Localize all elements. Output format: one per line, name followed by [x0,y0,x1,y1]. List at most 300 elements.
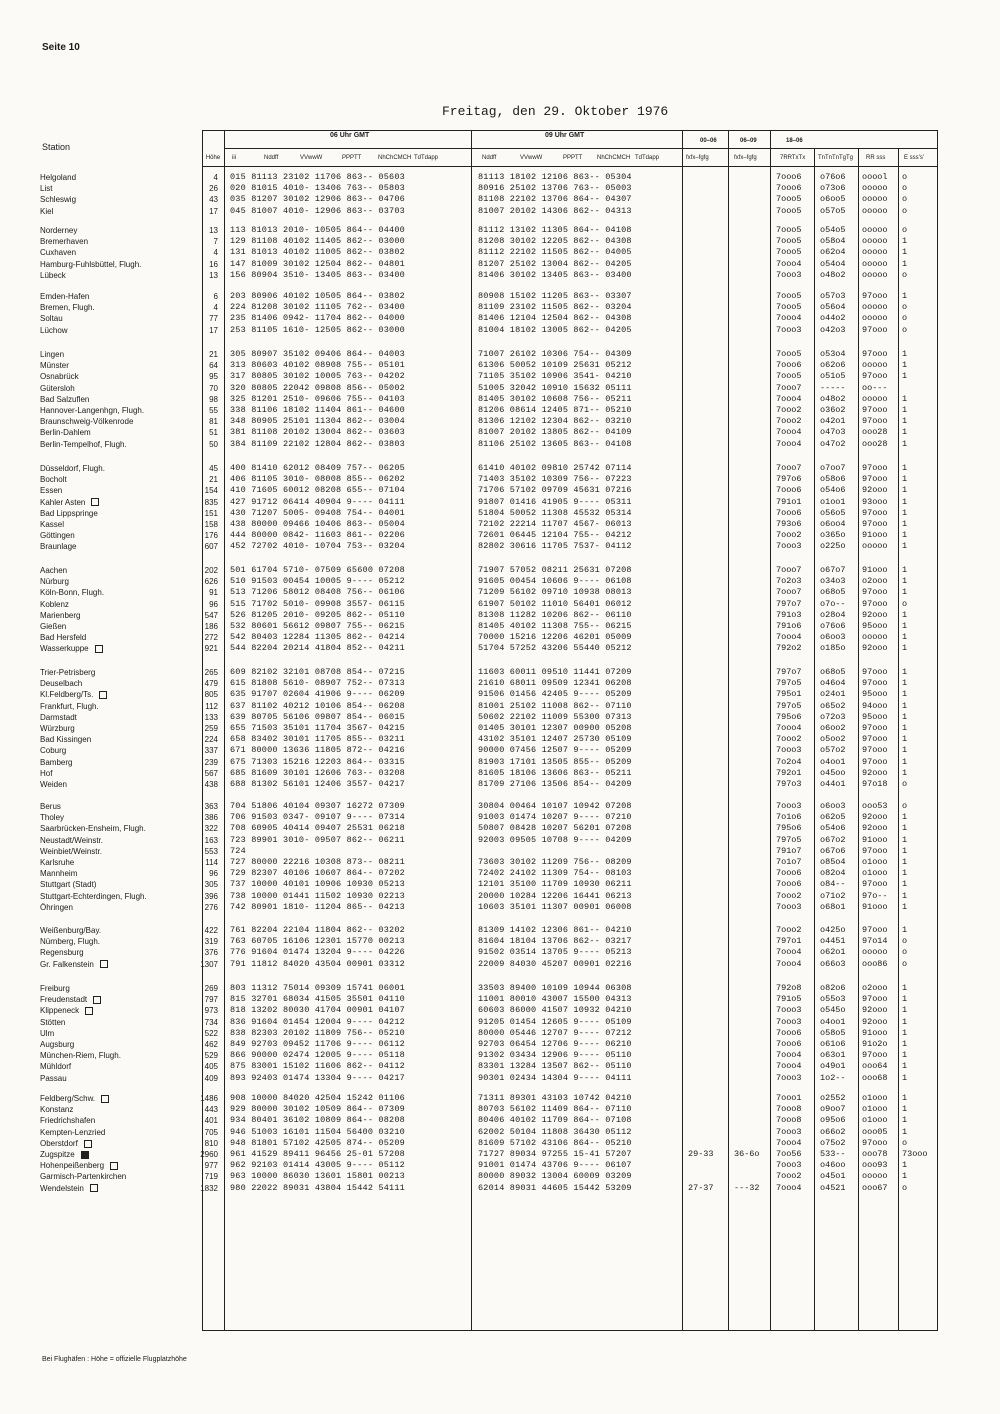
obs-cell-m06: 510 91503 00454 10005 9---- 05212 [230,576,405,587]
station-height: 81 [209,417,218,427]
table-row [0,667,1000,678]
obs-cell-m06: 655 71503 35101 11704 3567- 04215 [230,723,405,733]
obs-cell-c1806: 7ooo3 [776,324,802,335]
obs-cell-ctm: o72o3 [820,711,846,722]
station-marker-icon [81,1151,89,1159]
obs-cell-m09: 43102 35101 12407 25730 05109 [478,734,632,745]
obs-cell-m06: 406 81105 3010- 08008 855-- 06202 [230,474,405,485]
obs-cell-m09: 21610 68011 09509 12341 06208 [478,678,632,689]
table-row [0,779,1000,790]
obs-cell-ctm: o6oo3 [820,632,846,643]
obs-cell-ce: 1 [902,745,908,756]
station-name: Emden-Hafen [40,292,90,301]
obs-cell-ce: 1 [902,360,908,371]
station-name: Passau [40,1073,67,1083]
obs-cell-ctm: o61o6 [820,1039,846,1049]
obs-cell-ce: o [902,947,908,958]
obs-cell-m09: 11603 60011 09510 11441 07209 [478,667,632,677]
subheader-rule [224,148,938,149]
obs-cell-ctm: o67o6 [820,845,846,856]
obs-cell-ctm: o75o2 [820,1137,846,1148]
obs-cell-crr: ooooo [862,183,888,194]
obs-cell-ctm: o9oo7 [820,1104,846,1115]
obs-cell-ctm: o45oo [820,767,846,778]
obs-cell-crr: ooooo [862,258,888,269]
obs-cell-crr: 97ooo [862,1050,888,1061]
obs-cell-m06: 639 80705 56106 09807 854-- 06015 [230,711,405,722]
obs-cell-crr: o1ooo [862,868,888,879]
obs-cell-c1806: 797o6 [776,474,802,485]
obs-cell-c1806: 7ooo5 [776,194,802,205]
obs-cell-c1806: 7ooo4 [776,1137,802,1148]
obs-cell-m09: 81206 08614 12405 871-- 05210 [478,405,632,415]
station-marker-icon [95,645,103,653]
obs-cell-m09: 80908 15102 11205 863-- 03307 [478,291,632,301]
table-row [0,247,1000,258]
obs-cell-ctm: o67o2 [820,834,846,845]
station-name: Braunschweig-Völkenrode [40,417,134,427]
station-height: 977 [204,1161,218,1171]
obs-cell-ce: 1 [902,405,908,415]
obs-cell-crr: oo--- [862,382,888,393]
obs-cell-crr: ooooo [862,541,888,552]
obs-cell-m06: 113 81013 2010- 10505 864-- 04400 [230,225,405,235]
obs-cell-crr: ooooo [862,194,888,205]
obs-cell-m06: 526 81205 2010- 09205 862-- 05110 [230,609,405,620]
station-height: 567 [204,768,218,778]
obs-cell-ctm: o46o4 [820,678,846,689]
obs-cell-c1806: 7ooo5 [776,247,802,258]
obs-cell-crr: ooo86 [862,958,888,969]
obs-cell-c1806: 797o7 [776,667,802,677]
obs-cell-m09: 91205 01454 12605 9---- 05109 [478,1016,632,1027]
station-height: 6 [213,292,218,301]
hoehe-header: Höhe [205,155,221,161]
obs-cell-m06: 738 10000 01441 11502 10930 02213 [230,890,405,901]
table-row [0,485,1000,496]
obs-cell-crr: 92ooo [862,485,888,496]
obs-cell-ce: 1 [902,587,908,598]
table-row [0,994,1000,1005]
obs-cell-m09: 81609 57102 43106 864-- 05210 [478,1137,632,1148]
obs-cell-ex1: 29-33 [688,1149,714,1159]
obs-cell-ex2: ---32 [734,1182,760,1193]
obs-cell-crr: 91ooo [862,530,888,541]
station-marker-icon [101,1095,109,1103]
header-09-pppt: PPPTT [563,155,583,161]
obs-cell-crr: 97ooo [862,349,888,359]
obs-cell-m09: 91003 01474 10207 9---- 07210 [478,812,632,823]
obs-cell-c1806: 7ooo5 [776,349,802,359]
obs-cell-ctm: o68o5 [820,587,846,598]
obs-cell-ctm: o55o3 [820,994,846,1005]
obs-cell-m06: 946 51003 16101 11504 56400 03210 [230,1126,405,1137]
obs-cell-ctm: o42o3 [820,324,846,335]
station-height: 547 [204,610,218,620]
obs-cell-m06: 320 80805 22042 09808 856-- 05002 [230,382,405,393]
station-height: 553 [204,846,218,856]
obs-cell-c1806: 7ooo2 [776,1171,802,1182]
obs-cell-m09: 92003 09505 10708 9---- 04209 [478,834,632,845]
obs-cell-ctm: o365o [820,530,846,541]
obs-cell-crr: 95ooo [862,711,888,722]
obs-cell-c1806: 7o1o7 [776,857,802,867]
table-row [0,712,1000,723]
obs-cell-ctm: o425o [820,925,846,935]
table-row [0,879,1000,890]
station-name: Lüchow [40,325,68,335]
obs-cell-m09: 81004 18102 13005 862-- 04205 [478,324,632,335]
obs-cell-crr: 92ooo [862,1005,888,1016]
table-row [0,383,1000,394]
station-height: 422 [204,926,218,935]
obs-cell-crr: 97ooo [862,507,888,518]
obs-cell-m09: 72601 06445 12104 755-- 04212 [478,530,632,541]
sub-0609-header: fxfx–fgfg [734,155,757,161]
table-row [0,1171,1000,1182]
obs-cell-crr: o1ooo [862,1115,888,1126]
obs-cell-m06: 685 81609 30101 12606 763-- 03208 [230,767,405,778]
obs-cell-m09: 20000 10284 12206 16441 06213 [478,890,632,901]
table-row [0,530,1000,541]
obs-cell-m06: 742 80901 1810- 11204 865-- 04213 [230,901,405,912]
station-name: Wasserkuppe [40,643,200,654]
header-06-nhchcm: NhChCMCH [378,155,412,161]
station-name: Hamburg-Fuhlsbüttel, Flugh. [40,259,142,269]
obs-cell-m06: 948 81801 57102 42505 874-- 05209 [230,1137,405,1148]
station-height: 265 [204,668,218,677]
table-row [0,936,1000,947]
table-row [0,394,1000,405]
obs-cell-c1806: 797o7 [776,598,802,609]
obs-cell-ctm: o6oo4 [820,519,846,529]
obs-cell-crr: 97ooo [862,324,888,335]
obs-cell-ce: o [902,324,908,335]
station-height: 4 [213,173,218,182]
obs-cell-ce: 1 [902,812,908,823]
obs-cell-c1806: 7ooo4 [776,1182,802,1193]
obs-cell-m09: 91605 00454 10606 9---- 06108 [478,576,632,587]
obs-cell-c1806: 7o2o3 [776,576,802,587]
obs-cell-m09: 90301 02434 14304 9---- 04111 [478,1072,632,1083]
obs-cell-crr: 97ooo [862,994,888,1005]
obs-cell-ex2: 36-6o [734,1149,760,1159]
station-name: Cuxhaven [40,248,77,258]
obs-cell-ce: 1 [902,845,908,856]
obs-cell-c1806: 7ooo5 [776,291,802,301]
obs-cell-m06: 637 81102 40212 10106 854-- 06208 [230,700,405,711]
obs-cell-m09: 51804 50052 11308 45532 05314 [478,507,632,518]
table-row [0,1028,1000,1039]
station-height: 17 [209,325,218,335]
table-row [0,1017,1000,1028]
obs-cell-crr: ooo93 [862,1160,888,1171]
obs-cell-crr: o1ooo [862,857,888,867]
obs-cell-m09: 22009 84030 45207 00901 02216 [478,958,632,969]
obs-cell-c1806: 797o5 [776,678,802,689]
obs-cell-c1806: 7ooo8 [776,1115,802,1126]
station-name: Stötten [40,1017,66,1027]
obs-cell-m09: 81007 20102 14306 862-- 04313 [478,205,632,216]
obs-cell-m09: 51704 57252 43206 55440 05212 [478,643,632,654]
station-height: 7 [213,237,218,247]
obs-cell-c1806: 7ooo3 [776,269,802,280]
obs-cell-crr: 94ooo [862,700,888,711]
obs-cell-c1806: 7ooo1 [776,1093,802,1103]
station-name: Schleswig [40,195,77,205]
obs-cell-crr: 91ooo [862,834,888,845]
obs-cell-m09: 71311 89301 43103 10742 04210 [478,1093,632,1103]
obs-cell-ce: 1 [902,700,908,711]
station-name: Lübeck [40,270,66,280]
obs-cell-m06: 893 92403 01474 13304 9---- 04217 [230,1072,405,1083]
obs-cell-ce: 1 [902,621,908,631]
station-name: Darmstadt [40,712,77,722]
obs-cell-m06: 513 71206 58012 08408 756-- 06106 [230,587,405,598]
obs-cell-ce: 1 [902,1126,908,1137]
obs-cell-c1806: 7ooo3 [776,1160,802,1171]
table-row [0,868,1000,879]
obs-cell-crr: ooo68 [862,1072,888,1083]
obs-cell-m06: 875 83001 15102 11606 862-- 04112 [230,1061,405,1072]
obs-cell-m09: 81405 30102 10608 756-- 05211 [478,393,632,404]
obs-cell-m09: 81001 25102 11008 862-- 07110 [478,700,632,711]
station-name: Karlsruhe [40,858,75,867]
obs-cell-m09: 80000 05446 12707 9---- 07212 [478,1027,632,1038]
obs-cell-crr: ooo28 [862,427,888,438]
station-height: 77 [209,314,218,324]
table-row [0,902,1000,913]
obs-cell-m06: 544 82204 20214 41804 852-- 04211 [230,643,405,654]
table-row [0,1005,1000,1016]
obs-cell-ce: 1 [902,416,908,427]
obs-cell-c1806: 7ooo2 [776,890,802,901]
table-row [0,983,1000,994]
obs-cell-ctm: o57o3 [820,291,846,301]
station-name: Aachen [40,566,68,575]
obs-cell-c1806: 7ooo3 [776,901,802,912]
obs-cell-ctm: o4521 [820,1182,846,1193]
station-height: 21 [209,475,218,485]
obs-cell-ce: 1 [902,689,908,700]
obs-cell-ctm: o57o2 [820,745,846,756]
obs-cell-ce: 1 [902,1050,908,1061]
station-name: List [40,184,53,194]
obs-cell-ctm: o62o1 [820,947,846,958]
obs-cell-ce: 1 [902,474,908,485]
obs-cell-ce: 1 [902,541,908,552]
obs-cell-crr: ooo78 [862,1149,888,1159]
sub-0006-header: fxfx–fgfg [686,155,709,161]
station-name: Stuttgart (Stadt) [40,880,97,890]
station-height: 96 [209,869,218,879]
iii-header: iii [232,155,236,161]
station-name: Weißenburg/Bay. [40,926,102,935]
obs-cell-c1806: 792o8 [776,983,802,993]
station-height: 835 [204,497,218,507]
table-row [0,723,1000,734]
station-height: 13 [209,270,218,280]
obs-cell-ce: o [902,779,908,789]
station-height: 26 [209,184,218,194]
obs-cell-m06: 615 81808 5610- 08907 752-- 07313 [230,678,405,689]
table-row [0,270,1000,281]
station-name: Zugspitze [40,1149,200,1160]
obs-cell-m06: 763 60705 16106 12301 15770 00213 [230,936,405,947]
obs-cell-ctm: o6oo5 [820,194,846,205]
obs-cell-ce: o [902,598,908,609]
footnote: Bei Flughäfen : Höhe = offizielle Flugplatzhöhe [42,1356,187,1363]
station-height: 133 [204,712,218,722]
obs-cell-ctm: o545o [820,1005,846,1016]
obs-cell-c1806: 793o6 [776,519,802,529]
obs-cell-ce: 1 [902,576,908,587]
obs-cell-c1806: 7ooo3 [776,1126,802,1137]
obs-cell-m06: 688 81302 56101 12406 3557- 04217 [230,779,405,789]
obs-cell-m06: 348 80905 25101 11304 862-- 03004 [230,416,405,427]
obs-cell-ce: 1 [902,393,908,404]
station-height: 363 [204,802,218,811]
station-height: 269 [204,984,218,993]
table-row [0,474,1000,485]
obs-cell-m09: 81308 11282 10206 862-- 06110 [478,609,632,620]
table-row [0,745,1000,756]
obs-cell-ctm: o4oo1 [820,756,846,767]
obs-cell-m09: 83301 13284 13507 862-- 05110 [478,1061,632,1072]
obs-cell-m09: 60603 86000 41507 10932 04210 [478,1005,632,1016]
obs-cell-m09: 81208 30102 12205 862-- 04308 [478,236,632,247]
header-rule [202,166,938,167]
obs-cell-c1806: 7ooo6 [776,485,802,496]
obs-cell-ce: 1 [902,463,908,473]
obs-cell-ce: o [902,194,908,205]
station-height: 705 [204,1127,218,1137]
obs-cell-ctm: o85o4 [820,857,846,867]
station-name: Göttingen [40,531,75,541]
station-height: 239 [204,757,218,767]
obs-cell-c1806: 7ooo7 [776,565,802,575]
obs-cell-ctm: o44o1 [820,779,846,789]
table-row [0,1050,1000,1061]
station-name: Köln-Bonn, Flugh. [40,588,105,598]
obs-cell-m09: 91302 03434 12906 9---- 05110 [478,1050,632,1061]
station-height: 95 [209,372,218,382]
table-row [0,1039,1000,1050]
obs-cell-m06: 235 81406 0942- 11704 862-- 04000 [230,313,405,324]
obs-cell-c1806: 7ooo4 [776,427,802,438]
obs-cell-ce: 1 [902,1115,908,1126]
obs-cell-m09: 71706 57102 09709 45631 07216 [478,485,632,496]
obs-cell-m09: 33503 89400 10109 10944 06308 [478,983,632,993]
table-row [0,835,1000,846]
obs-cell-m06: 313 80603 40102 08908 755-- 05101 [230,360,405,371]
table-row [0,519,1000,530]
obs-cell-ctm: o56o5 [820,507,846,518]
table-row [0,1093,1000,1104]
table-row [0,236,1000,247]
table-row [0,610,1000,621]
station-height: 438 [204,780,218,789]
obs-cell-ce: 1 [902,643,908,654]
station-height: 405 [204,1062,218,1072]
station-height: 319 [204,937,218,947]
obs-cell-ce: 1 [902,349,908,359]
obs-cell-ctm: o82o4 [820,868,846,879]
obs-cell-ce: 73ooo [902,1149,928,1159]
obs-cell-ctm: o47o3 [820,427,846,438]
station-height: 91 [209,588,218,598]
table-row [0,416,1000,427]
station-name: Stuttgart-Echterdingen, Flugh. [40,891,147,901]
obs-cell-m06: 156 80904 3510- 13405 863-- 03400 [230,269,405,280]
table-row [0,587,1000,598]
obs-cell-crr: 92ooo [862,643,888,654]
table-row [0,1104,1000,1115]
header-09-nhchcm: NhChCMCH [597,155,631,161]
obs-cell-c1806: 7ooo4 [776,632,802,643]
obs-cell-c1806: 7ooo6 [776,1027,802,1038]
obs-cell-c1806: 795o6 [776,711,802,722]
obs-cell-crr: 97ooo [862,723,888,733]
obs-cell-m09: 91001 01474 43706 9---- 06107 [478,1160,632,1171]
obs-cell-c1806: 797o1 [776,936,802,947]
obs-cell-ctm: o67o7 [820,565,846,575]
obs-cell-m09: 71105 35102 10906 3541- 04210 [478,371,632,382]
table-row [0,439,1000,450]
obs-cell-ctm: o34o3 [820,576,846,587]
obs-cell-m09: 71209 56102 09710 10938 08013 [478,587,632,598]
station-height: 50 [209,439,218,449]
header-09-tdapp: TdTdapp [635,155,660,161]
station-name: Frankfurt, Flugh. [40,701,99,711]
obs-cell-m09: 91502 03514 13705 9---- 05213 [478,947,632,958]
obs-cell-ce: 1 [902,756,908,767]
obs-cell-ce: 1 [902,890,908,901]
obs-cell-c1806: 7ooo4 [776,1061,802,1072]
obs-cell-m09: 61306 50052 10109 25631 05212 [478,360,632,371]
station-height: 797 [204,995,218,1005]
obs-cell-ce: 1 [902,983,908,993]
obs-cell-ce: o [902,1182,908,1193]
obs-cell-m06: 542 80403 12284 11305 862-- 04214 [230,632,405,643]
obs-cell-m06: 515 71702 5010- 09908 3557- 06115 [230,598,405,609]
obs-cell-ctm: o6oo2 [820,723,846,733]
obs-cell-crr: 97ooo [862,667,888,677]
obs-cell-m06: 704 51806 40104 09307 16272 07309 [230,801,405,811]
station-marker-icon [90,1184,98,1192]
obs-cell-ctm: o46oo [820,1160,846,1171]
obs-cell-m06: 147 81009 30102 12504 862-- 04801 [230,258,405,269]
obs-cell-ce: o [902,205,908,216]
obs-cell-crr: 95ooo [862,689,888,700]
obs-cell-c1806: 792o1 [776,767,802,778]
obs-cell-ce: 1 [902,879,908,890]
obs-cell-m06: 963 10000 86030 13601 15801 00213 [230,1171,405,1182]
obs-cell-m09: 81405 40102 11308 755-- 06215 [478,621,632,631]
station-name: Kempten-Lenzried [40,1127,106,1137]
obs-cell-ctm: o225o [820,541,846,552]
table-row [0,325,1000,336]
station-height: 112 [205,701,218,711]
header-06-nddff: Nddff [264,155,279,161]
obs-cell-ctm: o5oo2 [820,734,846,745]
table-row [0,947,1000,958]
obs-cell-c1806: 7ooo6 [776,1039,802,1049]
obs-cell-crr: 97ooo [862,405,888,415]
station-marker-icon [91,498,99,506]
obs-cell-ce: 1 [902,485,908,496]
obs-cell-m06: 706 91503 0347- 09107 9---- 07314 [230,812,405,823]
